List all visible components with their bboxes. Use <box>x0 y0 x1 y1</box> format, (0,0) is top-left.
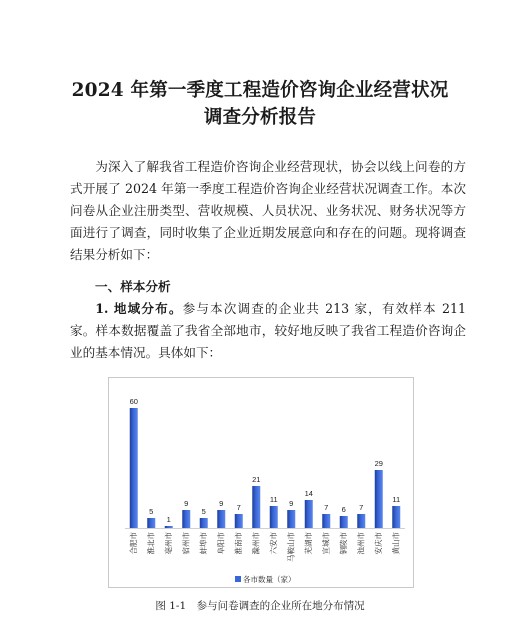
region-paragraph-body: 参与本次调查的企业共 213 家，有效样本 211 家。样本数据覆盖了我省全部地市，较好地反映了我省工程造价咨询企业的基本情况。具体如下： <box>70 301 466 360</box>
bar-六安市 <box>270 506 278 528</box>
bar-value-label: 7 <box>324 503 329 512</box>
figure-caption: 图 1-1 参与问卷调查的企业所在地分布情况 <box>155 600 365 612</box>
region-paragraph-lead: 1. 地域分布。 <box>95 301 183 316</box>
bar-宣城市 <box>322 514 330 528</box>
category-label: 芜湖市 <box>303 532 313 555</box>
document-title-line2: 调查分析报告 <box>203 107 317 128</box>
category-label: 黄山市 <box>391 532 401 555</box>
bar-value-label: 11 <box>392 495 401 504</box>
bar-value-label: 5 <box>149 507 154 516</box>
bar-value-label: 11 <box>269 495 278 504</box>
bar-滁州市 <box>252 486 260 528</box>
bar-蚌埠市 <box>200 518 208 528</box>
legend-label: 各市数量（家） <box>243 575 296 584</box>
bar-芜湖市 <box>305 500 313 528</box>
bar-阜阳市 <box>217 510 225 528</box>
category-label: 池州市 <box>356 532 366 555</box>
bar-淮南市 <box>235 514 243 528</box>
category-label: 六安市 <box>268 532 278 555</box>
bar-value-label: 7 <box>236 503 241 512</box>
bar-value-label: 9 <box>289 499 294 508</box>
bar-合肥市 <box>130 408 138 528</box>
region-paragraph <box>70 298 466 364</box>
category-label: 滁州市 <box>251 532 261 555</box>
category-label: 安庆市 <box>373 532 383 555</box>
bar-黄山市 <box>392 506 400 528</box>
category-label: 阜阳市 <box>216 532 226 555</box>
bar-value-label: 14 <box>304 489 313 498</box>
bar-value-label: 29 <box>374 459 383 468</box>
bar-宿州市 <box>182 510 190 528</box>
category-label: 淮南市 <box>233 532 243 555</box>
document-title-line1: 2024 年第一季度工程造价咨询企业经营状况 <box>71 80 449 101</box>
category-label: 马鞍山市 <box>286 532 296 562</box>
bar-铜陵市 <box>340 516 348 528</box>
category-label: 宣城市 <box>321 532 331 555</box>
bar-value-label: 5 <box>201 507 206 516</box>
category-label: 蚌埠市 <box>198 532 208 555</box>
bar-亳州市 <box>165 526 173 528</box>
bar-马鞍山市 <box>287 510 295 528</box>
category-label: 亳州市 <box>163 532 173 555</box>
bar-淮北市 <box>147 518 155 528</box>
bar-value-label: 9 <box>184 499 189 508</box>
bar-安庆市 <box>375 470 383 528</box>
bar-池州市 <box>357 514 365 528</box>
category-label: 淮北市 <box>146 532 156 555</box>
intro-paragraph: 为深入了解我省工程造价咨询企业经营现状，协会以线上问卷的方式开展了 2024 年第一季度工程造价咨询企业经营状况调查工作。本次问卷从企业注册类型、营收规模、人员状况、业务状况、财务状况等方面进行了调查，同时收集了企业近期发展意向和存在的问题。现将调查结果分析如下： <box>70 159 466 262</box>
region-bar-chart <box>108 377 414 588</box>
bar-value-label: 60 <box>129 397 138 406</box>
category-label: 宿州市 <box>181 532 191 555</box>
legend-swatch <box>235 576 241 582</box>
bar-value-label: 6 <box>341 505 346 514</box>
section-heading: 一、样本分析 <box>95 279 171 294</box>
bar-value-label: 7 <box>359 503 364 512</box>
bar-value-label: 9 <box>219 499 224 508</box>
bar-value-label: 1 <box>166 515 171 524</box>
category-label: 合肥市 <box>128 532 138 555</box>
category-label: 铜陵市 <box>338 532 348 555</box>
chart-canvas <box>109 378 415 589</box>
bar-value-label: 21 <box>252 475 261 484</box>
